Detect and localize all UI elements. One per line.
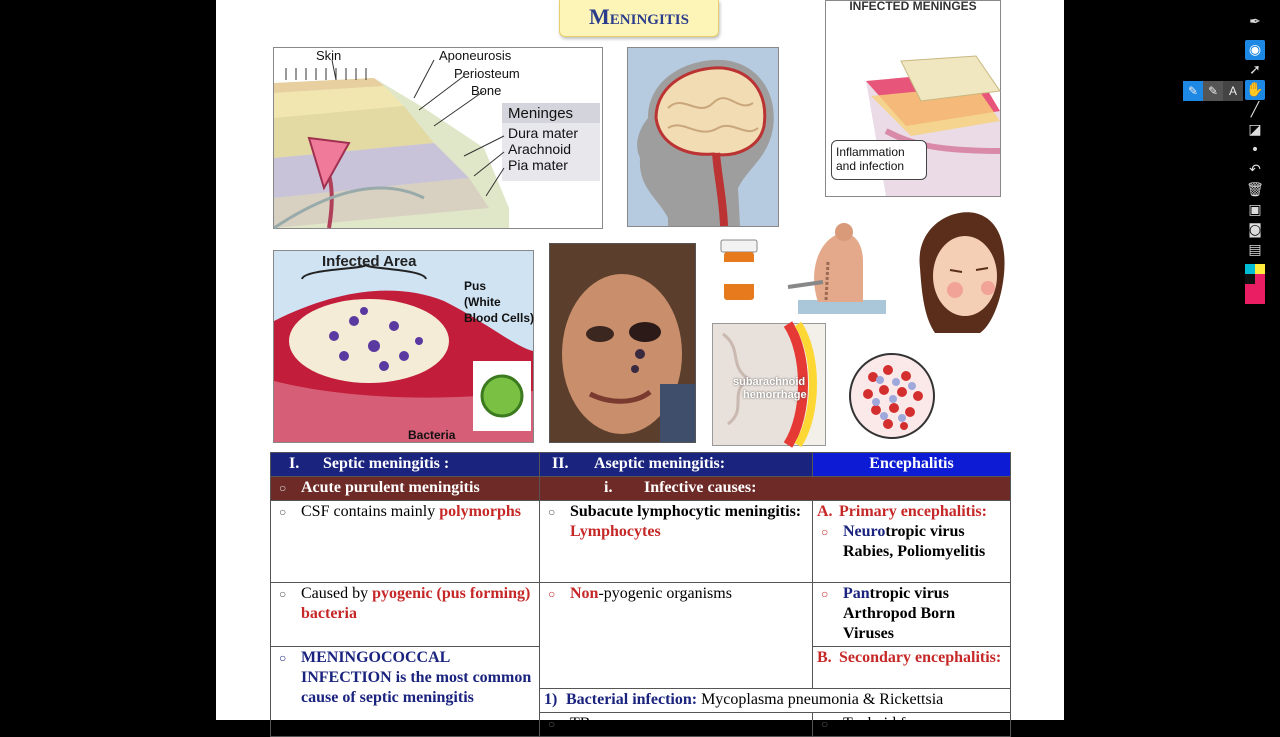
pyogenic-organisms-text: -pyogenic organisms xyxy=(598,585,732,602)
lumbar-puncture-image xyxy=(778,222,888,314)
color-swatch-yellow[interactable] xyxy=(1255,264,1265,274)
label-periosteum: Periosteum xyxy=(454,66,520,81)
non-text: Non xyxy=(570,585,599,602)
primary-text: Primary encephalitis: xyxy=(839,503,987,520)
meningitis-table xyxy=(270,452,1011,737)
callout-line-2: and infection xyxy=(836,159,905,173)
hand-icon[interactable]: ✋ xyxy=(1246,82,1264,98)
hemorrhage-label-2: hemorrhage xyxy=(743,389,807,401)
callout-line-1: Inflammation xyxy=(836,145,905,159)
secondary-text: Secondary encephalitis: xyxy=(839,649,1002,666)
header-encephalitis: Encephalitis xyxy=(813,453,1011,477)
neuro-text: Neuro xyxy=(843,523,886,540)
cell-meningococcal xyxy=(271,647,540,737)
subacute-lymphocytes: Lymphocytes xyxy=(570,523,661,540)
clipboard-icon[interactable]: ▤ xyxy=(1248,242,1262,258)
label-bacteria: Bacteria xyxy=(408,428,456,442)
cell-csf xyxy=(271,501,540,583)
bullet-icon: ○ xyxy=(548,505,556,519)
bullet-icon: ○ xyxy=(279,481,287,495)
highlighter-icon[interactable]: ✎ xyxy=(1183,81,1203,101)
color-swatch-cyan[interactable] xyxy=(1245,264,1255,274)
infected-area-illustration xyxy=(274,251,533,442)
dot-icon[interactable]: • xyxy=(1250,142,1260,158)
header-aseptic xyxy=(540,453,813,477)
bullet-icon: ○ xyxy=(548,717,556,731)
marker-icon[interactable]: ✎ xyxy=(1203,81,1223,101)
bullet-icon: ○ xyxy=(279,651,287,665)
patient-photo xyxy=(549,243,696,443)
typhoid-text: Typhoid fever xyxy=(843,715,933,732)
cell-bacterial-infection xyxy=(540,689,1011,713)
color-swatch-black[interactable] xyxy=(1245,274,1255,284)
head-brain-illustration xyxy=(628,48,778,226)
pill-bottle-illustration xyxy=(719,238,759,302)
primary-label: A. xyxy=(817,503,833,520)
color-swatch-magenta[interactable] xyxy=(1245,284,1265,304)
table-subheader-row xyxy=(271,477,1011,501)
camera-icon[interactable]: ◙ xyxy=(1248,222,1262,238)
cell-non-pyogenic xyxy=(540,583,813,689)
infected-meninges-heading: INFECTED MENINGES xyxy=(849,0,977,13)
label-white: (White xyxy=(464,295,501,309)
label-arachnoid: Arachnoid xyxy=(508,141,572,157)
eye-icon[interactable]: ◉ xyxy=(1245,40,1265,60)
screen-icon[interactable]: ▣ xyxy=(1248,202,1262,218)
woman-headache-image xyxy=(910,208,1010,336)
line-icon[interactable]: ╱ xyxy=(1250,102,1260,118)
bullet-icon: ○ xyxy=(279,587,287,601)
infected-meninges-image xyxy=(825,0,1001,197)
undo-icon[interactable]: ↶ xyxy=(1249,162,1261,178)
head-brain-image xyxy=(627,47,779,227)
cell-pantropic xyxy=(813,583,1011,647)
subheader-acute-purulent xyxy=(271,477,540,501)
tb-text: TB xyxy=(570,715,591,732)
blood-cells-illustration xyxy=(848,352,936,440)
subacute-text: Subacute lymphocytic meningitis: xyxy=(570,503,802,520)
subarachnoid-hemorrhage-image xyxy=(712,323,826,446)
meninges-anatomy-diagram xyxy=(273,47,603,229)
patient-face-illustration xyxy=(550,244,695,442)
pantropic-text: tropic virus Arthropod Born Viruses xyxy=(843,585,956,642)
bullet-icon: ○ xyxy=(821,587,829,601)
header-aseptic-text: Aseptic meningitis: xyxy=(594,455,726,472)
label-pia-mater: Pia mater xyxy=(508,157,568,173)
cell-subacute xyxy=(540,501,813,583)
subheader-infective-num: i. xyxy=(604,479,613,496)
subheader-acute-text: Acute purulent meningitis xyxy=(301,479,480,496)
subheader-infective-text: Infective causes: xyxy=(644,479,757,496)
table-header-row xyxy=(271,453,1011,477)
bacterial-text: Mycoplasma pneumonia & Rickettsia xyxy=(697,691,944,708)
annotation-toolbar xyxy=(1245,12,1265,304)
label-skin: Skin xyxy=(316,48,342,63)
infected-area-heading: Infected Area xyxy=(322,253,417,270)
label-pus: Pus xyxy=(464,279,487,293)
header-septic xyxy=(271,453,540,477)
bullet-icon: ○ xyxy=(821,717,829,731)
blood-cells-image xyxy=(848,352,936,440)
csf-text: CSF contains mainly xyxy=(301,503,440,520)
cell-typhoid xyxy=(813,713,1011,737)
header-aseptic-num: II. xyxy=(552,455,569,472)
infected-area-diagram xyxy=(273,250,534,443)
bacterial-num: 1) xyxy=(544,691,558,708)
bacterial-label: Bacterial infection: xyxy=(566,691,698,708)
neurotropic-text: tropic virus Rabies, Poliomyelitis xyxy=(843,523,986,560)
trash-icon[interactable]: 🗑 xyxy=(1246,182,1264,198)
bullet-icon: ○ xyxy=(821,525,829,539)
label-bone: Bone xyxy=(471,83,502,98)
color-swatch-pink[interactable] xyxy=(1255,274,1265,284)
pen-style-toolbar xyxy=(1183,81,1243,101)
inflammation-callout xyxy=(831,140,927,180)
label-aponeurosis: Aponeurosis xyxy=(439,48,512,63)
page-title: Meningitis xyxy=(559,0,719,37)
cell-primary-encephalitis xyxy=(813,501,1011,583)
woman-face-illustration xyxy=(910,208,1010,336)
bullet-icon: ○ xyxy=(548,587,556,601)
eraser-icon[interactable]: ◪ xyxy=(1248,122,1262,138)
secondary-label: B. xyxy=(817,649,832,666)
slide xyxy=(216,0,1064,732)
pointer-icon[interactable]: ➚ xyxy=(1249,62,1261,78)
header-septic-text: Septic meningitis : xyxy=(323,455,450,472)
bullet-icon: ○ xyxy=(279,505,287,519)
cell-tb xyxy=(540,713,813,737)
text-tool-button[interactable]: A xyxy=(1223,81,1243,101)
color-palette xyxy=(1245,264,1265,304)
pan-text: Pan xyxy=(843,585,870,602)
csf-polymorphs: polymorphs xyxy=(439,503,522,520)
table-row xyxy=(271,583,1011,647)
lumbar-puncture-illustration xyxy=(778,222,888,314)
label-dura-mater: Dura mater xyxy=(508,125,579,141)
cell-secondary-encephalitis xyxy=(813,647,1011,689)
cell-pyogenic xyxy=(271,583,540,647)
meningococcal-text: MENINGOCOCCAL INFECTION is the most common cause of septic meningitis xyxy=(301,649,532,706)
caused-by-text: Caused by xyxy=(301,585,373,602)
pyogenic-text: pyogenic (pus forming) bacteria xyxy=(301,585,531,622)
pill-bottle-image xyxy=(719,238,759,302)
pen-icon[interactable]: ✒ xyxy=(1249,14,1261,30)
header-septic-num: I. xyxy=(289,455,300,472)
label-meninges: Meninges xyxy=(508,105,574,122)
hemorrhage-label-1: subarachnoid xyxy=(733,376,806,388)
subheader-infective-causes xyxy=(540,477,1011,501)
label-blood-cells: Blood Cells) xyxy=(464,311,535,325)
table-row xyxy=(271,501,1011,583)
